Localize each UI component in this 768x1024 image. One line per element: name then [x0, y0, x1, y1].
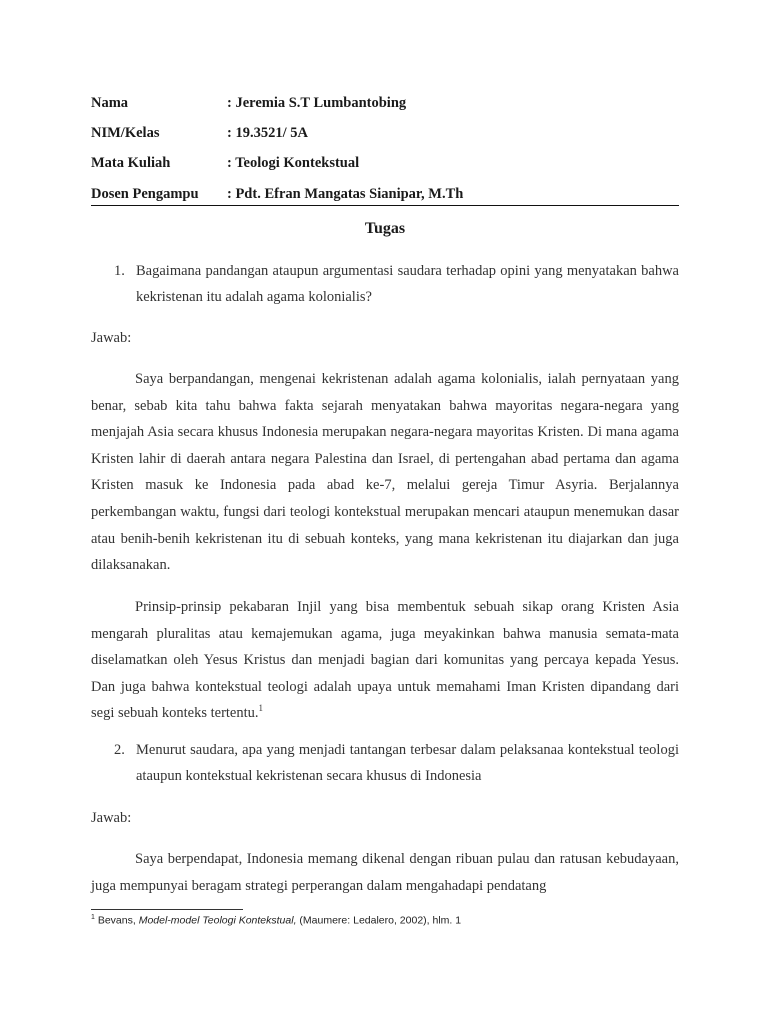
footnote-reference: 1	[258, 703, 264, 714]
answer-label: Jawab:	[91, 330, 132, 346]
header-value: : Jeremia S.T Lumbantobing	[227, 95, 407, 111]
question-number: 2.	[114, 742, 125, 758]
paragraph-text: Prinsip-prinsip pekabaran Injil yang bisa membentuk sebuah sikap orang Kristen Asia mengarah pluralitas atau kemajemukan agama, juga meyakinkan bahwa manusia semata-mata diselamatkan oleh Yesus Kristus dan menjadi bagian dari komunitas yang percaya kepada Yesus. Dan juga bahwa kontekstual teologi adalah upaya untuk memahami Iman Kristen dipandang dari segi sebuah konteks tertentu.	[91, 599, 679, 722]
page-title: Tugas	[364, 220, 406, 237]
question-text: Menurut saudara, apa yang menjadi tantangan terbesar dalam pelaksanaa kontekstual teologi ataupun kontekstual kekristenan secara khusus di Indonesia	[136, 742, 679, 784]
footnote-divider	[91, 909, 243, 910]
question-1	[91, 258, 679, 310]
header-label: Nama	[91, 95, 129, 111]
answer-label: Jawab:	[91, 810, 132, 826]
answer-1-paragraph-2	[91, 594, 679, 727]
question-number: 1.	[114, 263, 125, 279]
header-value: : Teologi Kontekstual	[227, 155, 360, 171]
header-label: NIM/Kelas	[91, 125, 160, 141]
footnote-author: Bevans,	[97, 914, 136, 927]
question-2	[91, 737, 679, 789]
question-text: Bagaimana pandangan ataupun argumentasi saudara terhadap opini yang menyatakan bahwa kekristenan itu adalah agama kolonialis?	[136, 263, 679, 305]
header-label: Dosen Pengampu	[91, 186, 199, 202]
header-value: : 19.3521/ 5A	[227, 125, 308, 141]
answer-1-paragraph-1: Saya berpandangan, mengenai kekristenan adalah agama kolonialis, ialah pernyataan yang benar, sebab kita tahu bahwa fakta sejarah menyatakan bahwa mayoritas negara-negara yang menjajah Asia secara khusus Indonesia merupakan negara-negara mayoritas Kristen. Di mana agama Kristen lahir di daerah antara negara Palestina dan Israel, di pertengahan abad pertama dan agama Kristen masuk ke Indonesia pada abad ke-7, melalui gereja Timur Asyria. Berjalannya perkembangan waktu, fungsi dari teologi kontekstual merupakan mencari ataupun menemukan dasar atau benih-benih kekristenan itu di sebuah konteks, yang mana kekristenan itu diajarkan dan juga dilaksanakan.	[91, 371, 679, 574]
footnote-book-title: Model-model Teologi Kontekstual,	[138, 914, 297, 927]
header-label: Mata Kuliah	[91, 155, 171, 171]
header-divider	[91, 205, 679, 206]
footnote	[91, 914, 691, 927]
answer-2-paragraph-1: Saya berpendapat, Indonesia memang dikenal dengan ribuan pulau dan ratusan kebudayaan, juga mempunyai beragam strategi perperangan dalam mengahadapi pendatang	[91, 851, 679, 894]
footnote-marker: 1	[91, 914, 95, 921]
header-value: : Pdt. Efran Mangatas Sianipar, M.Th	[227, 186, 464, 202]
footnote-details: (Maumere: Ledalero, 2002), hlm. 1	[299, 914, 462, 927]
